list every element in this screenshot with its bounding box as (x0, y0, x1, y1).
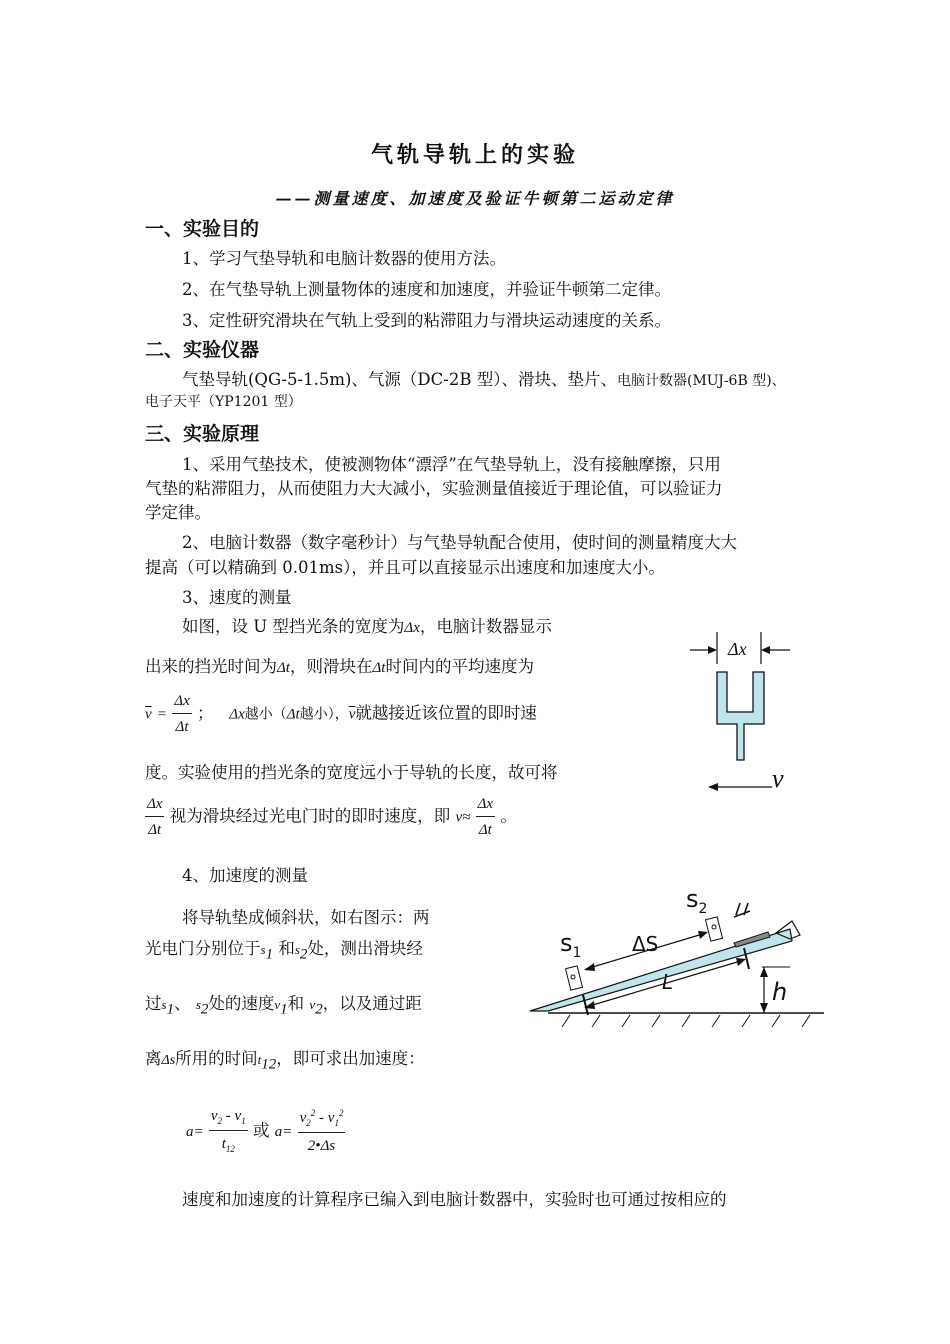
apparatus-line-1 (182, 366, 786, 390)
velocity-line1: 如图，设 U 型挡光条的宽度为Δx，电脑计数器显示 (182, 617, 552, 636)
principle-p1-line1: 1、采用气垫技术，使被测物体“漂浮”在气垫导轨上，没有接触摩擦，只用 (182, 455, 721, 474)
inclined-track-figure (528, 885, 828, 1035)
fraction-dx-dt: $\frac{\Delta x}{\Delta t}$ (174, 693, 190, 735)
velocity-line3: $\overline{v}$ = $\frac{\Delta x}{\Delta t}$ ； Δx越小（Δt越小），$\overline{v}$就越接近该位置的即时速 (145, 693, 537, 735)
acceleration-line3: 过$s_1$、 $s_2$处的速度$v_1$和 $v_2$，以及通过距 (145, 994, 422, 1018)
apparatus-line-2: 电子天平（YP1201 型） (145, 394, 302, 410)
dx-symbol: Δx (404, 620, 420, 636)
purpose-item-3: 3、定性研究滑块在气轨上受到的粘滞阻力与滑块运动速度的关系。 (182, 311, 671, 330)
section-heading-apparatus: 二、实验仪器 (145, 339, 260, 361)
purpose-item-1: 1、学习气垫导轨和电脑计数器的使用方法。 (182, 249, 506, 268)
velocity-line2: 出来的挡光时间为Δt，则滑块在Δt时间内的平均速度为 (145, 657, 534, 676)
apparatus-main: 气垫导轨(QG-5-1.5m)、气源（DC-2B 型）、滑块、垫片、 (182, 370, 617, 389)
acceleration-line1: 将导轨垫成倾斜状，如右图示：两 (182, 908, 430, 927)
fig2-s1-label: $s_1$ (560, 929, 582, 961)
fraction-dv2-ds: $\frac{v_2^2 - v_1^2}{2•\Delta s}$ (299, 1107, 344, 1154)
acceleration-line2: 光电门分别位于$s_1$ 和$s_2$处，测出滑块经 (145, 939, 423, 963)
velocity-line4: 度。实验使用的挡光条的宽度远小于导轨的长度，故可将 (145, 763, 558, 782)
page-subtitle: ——测量速度、加速度及验证牛顿第二运动定律 (275, 189, 675, 208)
fraction-dx-dt-3: $\frac{\Delta x}{\Delta t}$ (477, 796, 494, 838)
u-strip-figure (680, 620, 810, 800)
fig1-dx-label: Δx (728, 639, 747, 659)
velocity-title: 3、速度的测量 (182, 588, 292, 607)
acceleration-formula: a= $\frac{v_2 - v_1}{t_{12}}$ 或 a= $\frac{v_2^2 - v_1^2}{2•\Delta s}$ (186, 1107, 344, 1154)
purpose-item-2: 2、在气垫导轨上测量物体的速度和加速度，并验证牛顿第二定律。 (182, 280, 671, 299)
last-line: 速度和加速度的计算程序已编入到电脑计数器中，实验时也可通过按相应的 (182, 1190, 727, 1209)
principle-p2-line2: 提高（可以精确到 0.01ms），并且可以直接显示出速度和加速度大小。 (145, 558, 665, 577)
acceleration-title: 4、加速度的测量 (182, 866, 308, 885)
acceleration-line4: 离Δs所用的时间$t_{12}$，即可求出加速度： (145, 1049, 425, 1073)
fig2-h-label: h (772, 978, 788, 1006)
principle-p2-line1: 2、电脑计数器（数字毫秒计）与气垫导轨配合使用，使时间的测量精度大大 (182, 533, 737, 552)
section-heading-principle: 三、实验原理 (145, 423, 260, 445)
section-heading-purpose: 一、实验目的 (145, 218, 260, 240)
velocity-line5: $\frac{\Delta x}{\Delta t}$ 视为滑块经过光电门时的即时速度，即 v≈ $\frac{\Delta x}{\Delta t}$ 。 (147, 796, 517, 838)
fig1-v-label: v (772, 764, 784, 793)
u-strip-shape (717, 672, 764, 760)
principle-p1-line2: 气垫的粘滞阻力，从而使阻力大大减小，实验测量值接近于理论值，可以验证力 (145, 479, 723, 498)
fraction-dv-t: $\frac{v_2 - v_1}{t_{12}}$ (210, 1108, 246, 1154)
fig2-l-label: L (662, 970, 674, 994)
fig2-ds-label: ΔS (632, 932, 659, 956)
page-title: 气轨导轨上的实验 (370, 142, 579, 168)
vbar-symbol: $\overline{v}$ (145, 706, 152, 723)
fig2-s2-label: $s_2$ (686, 885, 708, 917)
fraction-dx-dt-2: $\frac{\Delta x}{\Delta t}$ (147, 796, 163, 838)
apparatus-counter: 电脑计数器(MUJ-6B 型)、 (616, 373, 786, 389)
principle-p1-line3: 学定律。 (145, 503, 211, 522)
